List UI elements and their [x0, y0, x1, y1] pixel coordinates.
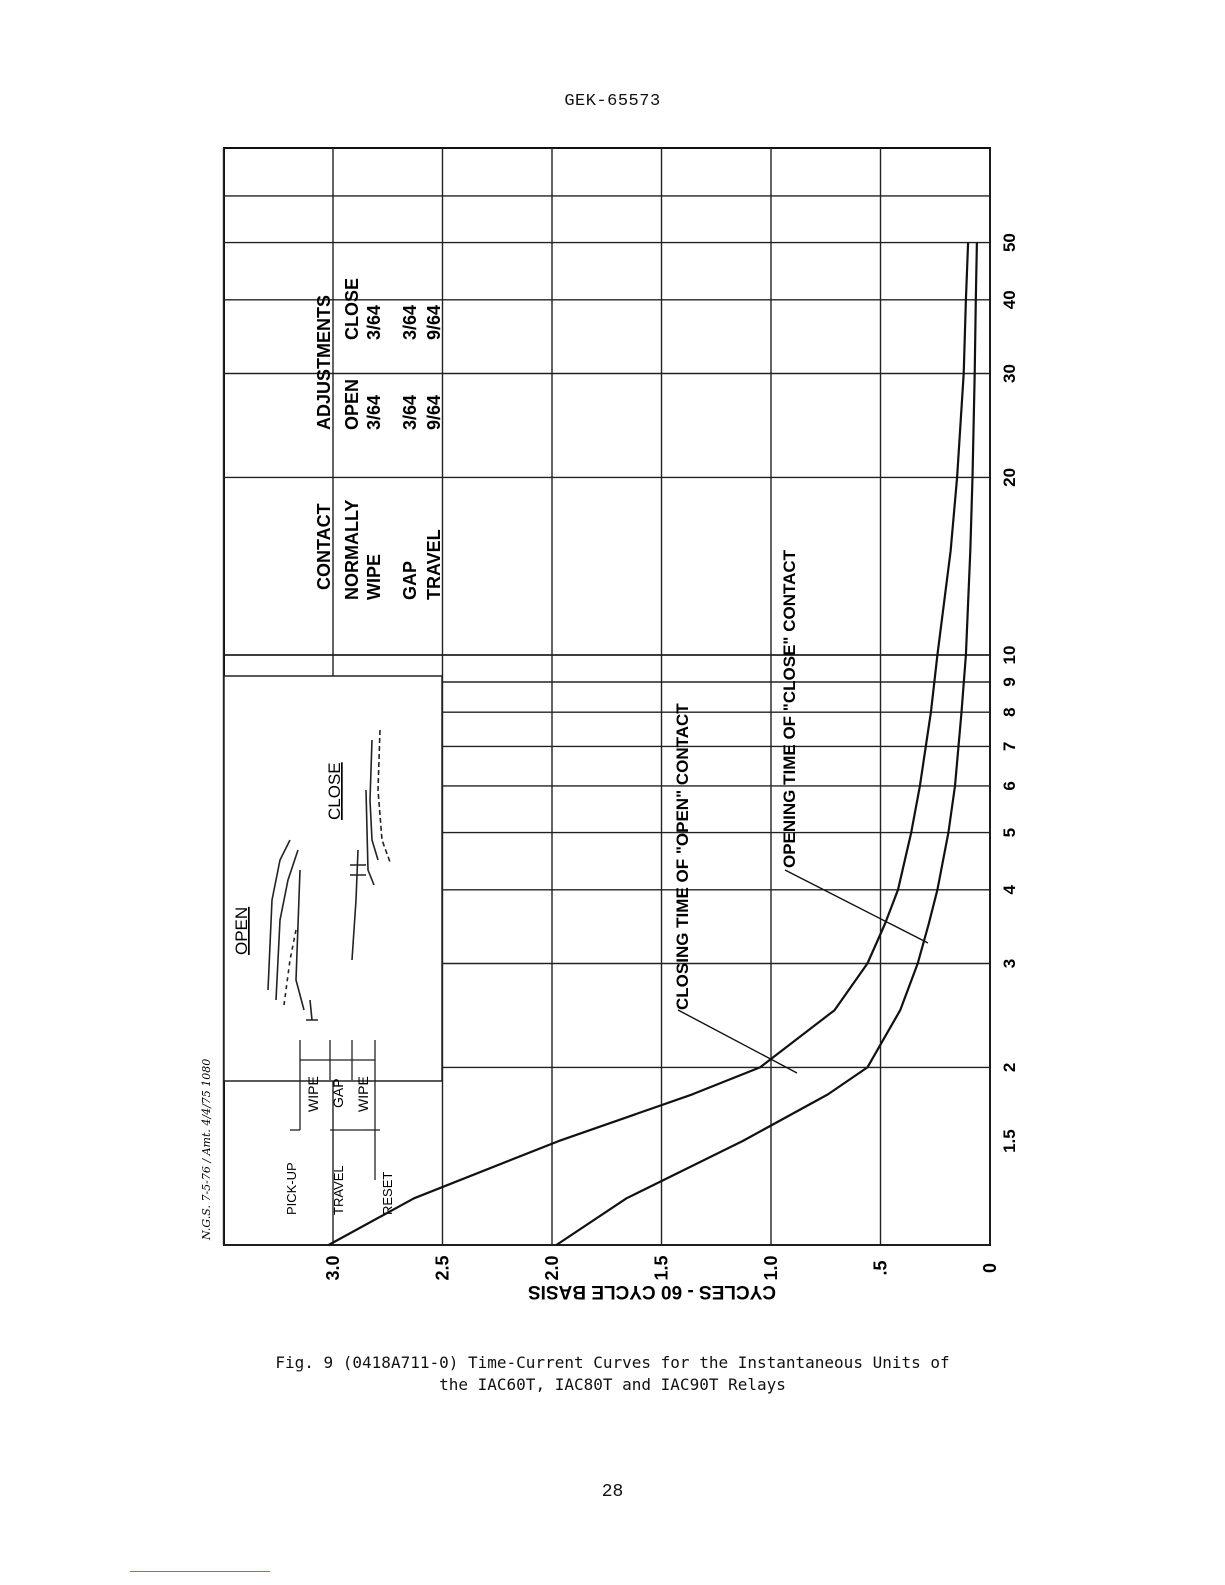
y-tick-labels [323, 1255, 1000, 1280]
x-tick-label: 10 [1000, 645, 1019, 665]
table-subheader-close: CLOSE [342, 277, 362, 340]
curve-label-open-contact: CLOSING TIME OF "OPEN" CONTACT [673, 703, 692, 1010]
diagram-label-travel: TRAVEL [331, 1165, 346, 1215]
y-tick-label: 0 [980, 1262, 1000, 1274]
table-subheader-normally: NORMALLY [342, 499, 362, 600]
x-tick-label: 50 [1000, 233, 1019, 253]
table-row-travel-open: 9/64 [424, 394, 444, 430]
diagram-label-open: OPEN [232, 906, 251, 955]
inset-box [224, 676, 442, 1081]
y-tick-label: 3.0 [323, 1255, 343, 1281]
y-tick-label: 1.0 [761, 1255, 781, 1281]
diagram-label-wipe-1: WIPE [305, 1076, 321, 1112]
caption-line-2: the IAC60T, IAC80T and IAC90T Relays [439, 1375, 786, 1394]
x-tick-label: 1.5 [1000, 1129, 1019, 1153]
x-tick-label: 9 [1000, 677, 1019, 687]
page-number: 28 [601, 1482, 624, 1502]
document-code: GEK-65573 [564, 92, 661, 111]
x-tick-label: 8 [1000, 707, 1019, 717]
table-row-gap-close: 3/64 [400, 304, 420, 340]
table-row-gap-open: 3/64 [400, 394, 420, 430]
x-tick-label: 5 [1000, 827, 1019, 838]
x-tick-labels [1000, 233, 1019, 1153]
table-row-wipe-label: WIPE [364, 553, 384, 600]
table-row-travel-label: TRAVEL [424, 529, 444, 600]
y-tick-label: 1.5 [651, 1255, 672, 1281]
footer-rule [130, 1571, 270, 1572]
y-tick-label: .5 [870, 1260, 891, 1276]
y-tick-label: 2.5 [432, 1255, 453, 1281]
y-tick-label: 2.0 [542, 1255, 562, 1281]
handwritten-note: N.G.S. 7-5-76 / Amt. 4/4/75 1080 [200, 1058, 213, 1240]
table-row-travel-close: 9/64 [424, 304, 444, 340]
table-header-adjustments: ADJUSTMENTS [314, 294, 334, 430]
diagram-label-gap: GAP [330, 1078, 346, 1108]
x-tick-label: 3 [1000, 958, 1019, 969]
diagram-label-pickup: PICK-UP [284, 1162, 299, 1215]
x-tick-label: 4 [1000, 885, 1019, 895]
table-header-contact: CONTACT [314, 503, 334, 590]
diagram-label-close: CLOSE [325, 762, 344, 820]
x-tick-label: 6 [1000, 781, 1019, 791]
x-tick-label: 40 [1000, 290, 1019, 310]
figure-caption [0, 1352, 1225, 1396]
y-axis-label: CYCLES - 60 CYCLE BASIS [527, 1281, 777, 1302]
caption-line-1: Fig. 9 (0418A711-0) Time-Current Curves for the Instantaneous Units of [275, 1353, 950, 1372]
table-row-wipe-open: 3/64 [364, 394, 384, 430]
diagram-label-reset: RESET [380, 1171, 395, 1215]
diagram-label-wipe-2: WIPE [355, 1076, 371, 1112]
x-tick-label: 2 [1000, 1062, 1019, 1073]
table-row-wipe-close: 3/64 [364, 304, 384, 340]
table-subheader-open: OPEN [342, 378, 362, 430]
x-tick-label: 20 [1000, 467, 1019, 487]
x-tick-label: 30 [1000, 364, 1019, 383]
x-tick-label: 7 [1000, 741, 1019, 752]
table-row-gap-label: GAP [400, 560, 420, 600]
curve-label-close-contact: OPENING TIME OF "CLOSE" CONTACT [780, 549, 799, 868]
